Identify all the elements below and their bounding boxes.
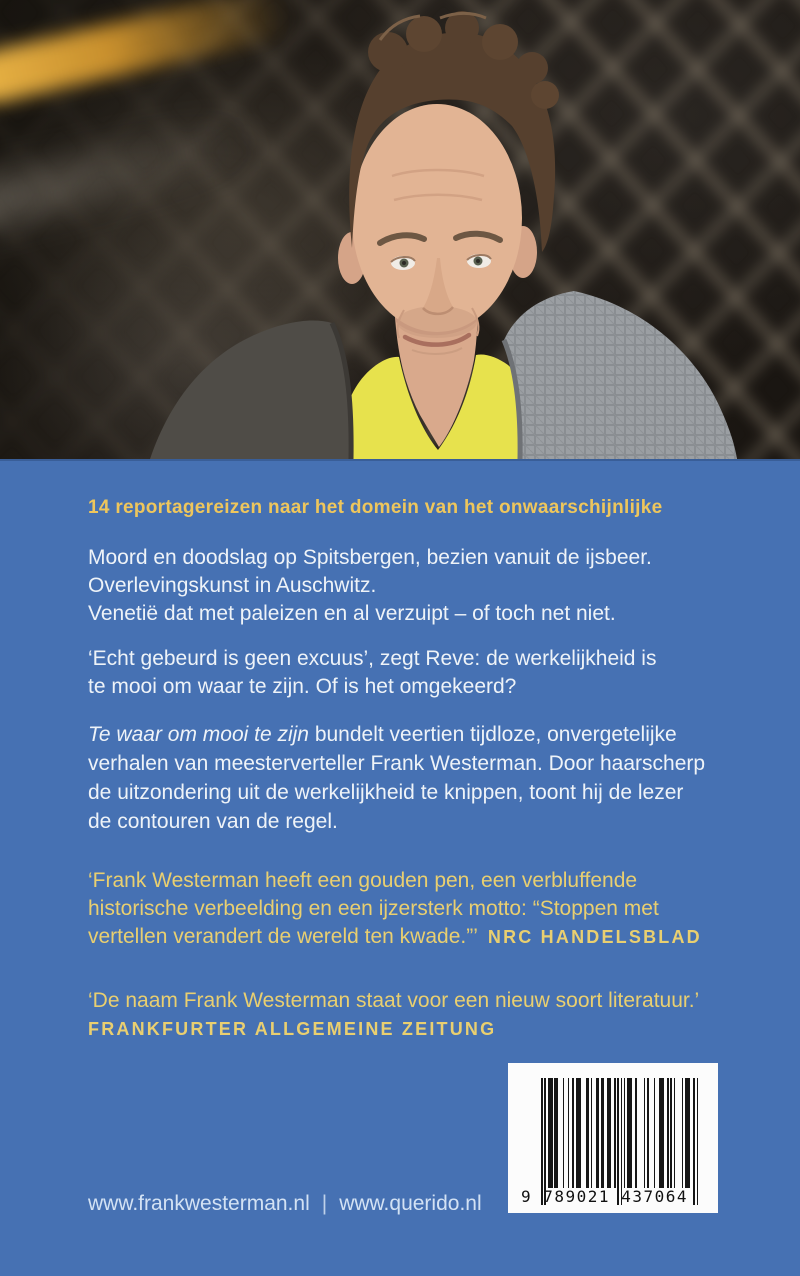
text-line: te mooi om waar te zijn. Of is het omgekeerd? — [88, 675, 517, 698]
blazer-right-shoulder — [504, 291, 737, 459]
url-separator: | — [321, 1192, 328, 1215]
author-photo — [0, 0, 800, 459]
barcode — [508, 1063, 718, 1213]
review-source-faz: FRANKFURTER ALLGEMEINE ZEITUNG — [88, 1019, 497, 1039]
text-line: de contouren van de regel. — [88, 810, 338, 833]
faz-review-quote — [88, 987, 764, 1043]
reve-quote-paragraph — [88, 645, 764, 701]
text-line: de uitzondering uit de werkelijkheid te knippen, toont hij de lezer — [88, 781, 684, 804]
hair-curl — [368, 32, 408, 72]
right-pupil — [476, 259, 480, 263]
publisher-website-url: www.querido.nl — [339, 1192, 482, 1215]
hair-curl — [531, 81, 559, 109]
text-line: ‘Echt gebeurd is geen excuus’, zegt Reve: de werkelijkheid is — [88, 647, 657, 670]
intro-paragraph — [88, 544, 764, 628]
text-line: Overlevingskunst in Auschwitz. — [88, 574, 377, 597]
synopsis-paragraph — [88, 720, 764, 836]
left-pupil — [402, 261, 406, 265]
text-line — [88, 720, 764, 749]
text-line: Venetië dat met paleizen en al verzuipt – of toch net niet. — [88, 602, 616, 625]
book-title-italic: Te waar om mooi te zijn — [88, 723, 309, 746]
hair-curl — [516, 52, 548, 84]
barcode-bar — [697, 1078, 699, 1205]
hair-curl — [406, 16, 442, 52]
text-line: ‘Frank Westerman heeft een gouden pen, een verbluffende — [88, 869, 638, 892]
review-source-nrc: NRC HANDELSBLAD — [487, 927, 702, 947]
text-line: Moord en doodslag op Spitsbergen, bezien vanuit de ijsbeer. — [88, 546, 652, 569]
tagline: 14 reportagereizen naar het domein van het onwaarschijnlijke — [88, 497, 663, 518]
footer-urls — [88, 1192, 482, 1216]
author-website-url: www.frankwesterman.nl — [88, 1192, 310, 1215]
text-line — [88, 923, 764, 951]
nrc-review-quote — [88, 867, 764, 951]
text-line: ‘De naam Frank Westerman staat voor een nieuw soort literatuur.’ — [88, 989, 700, 1012]
blazer-left-shoulder — [150, 321, 351, 459]
text-line: verhalen van meesterverteller Frank Westerman. Door haarscherp — [88, 752, 706, 775]
barcode-digits: 9 789021 437064 — [521, 1187, 688, 1206]
text-span: vertellen verandert de wereld ten kwade.”’ — [88, 925, 478, 948]
author-portrait-illustration — [0, 0, 800, 459]
hair-curl — [482, 24, 518, 60]
text-line: historische verbeelding en een ijzersterk motto: “Stoppen met — [88, 897, 659, 920]
text-span: bundelt veertien tijdloze, onvergetelijke — [308, 723, 677, 746]
